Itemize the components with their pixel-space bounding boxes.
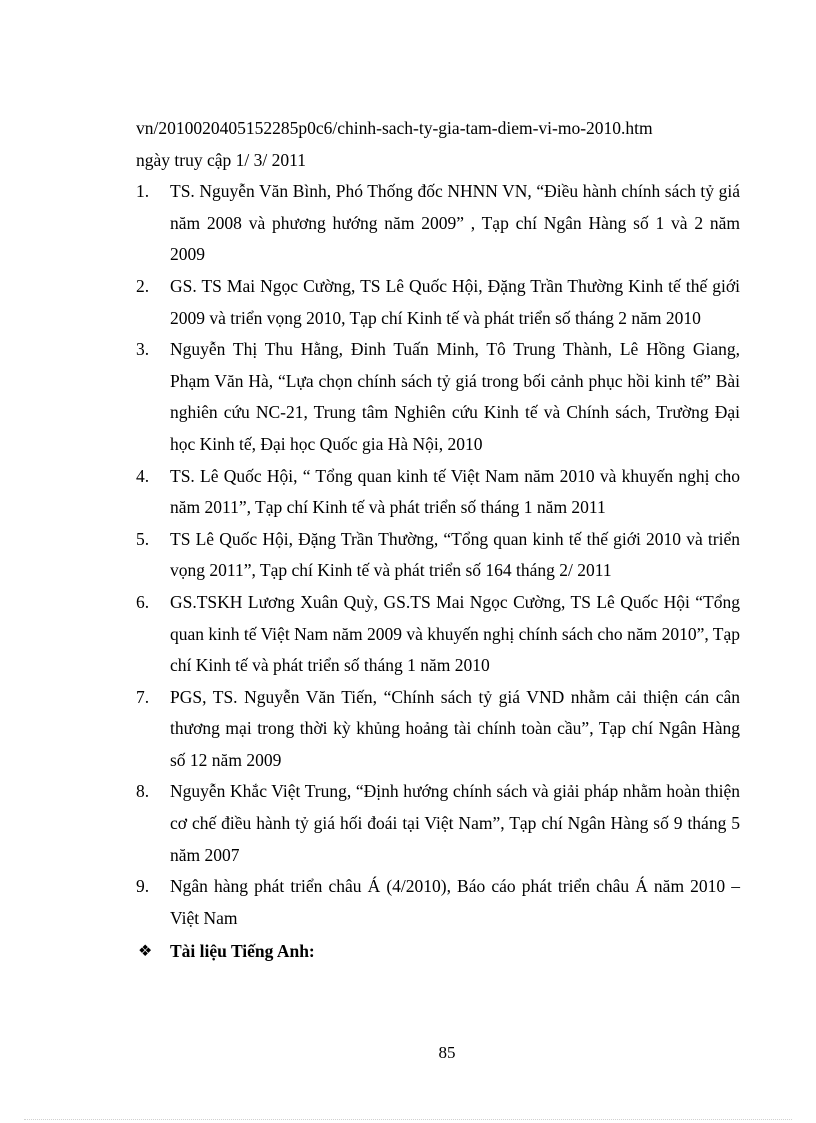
page-number: 85 bbox=[438, 1043, 456, 1062]
reference-number: 7. bbox=[136, 686, 150, 707]
access-date: ngày truy cập 1/ 3/ 2011 bbox=[136, 149, 306, 170]
reference-number: 2. bbox=[136, 275, 150, 296]
reference-text: TS Lê Quốc Hội, Đặng Trần Thường, “Tổng quan kinh tế thế giới 2010 và triển vọng 2011”, Tạp chí Kinh tế và phát triển số 164 tháng 2/ 2011 bbox=[170, 528, 740, 581]
reference-number: 3. bbox=[136, 339, 150, 360]
reference-item bbox=[136, 524, 740, 587]
page-bottom-divider bbox=[24, 1119, 792, 1120]
reference-item bbox=[136, 176, 740, 271]
reference-number: 8. bbox=[136, 781, 150, 802]
reference-number: 5. bbox=[136, 528, 150, 549]
page-content bbox=[136, 113, 740, 968]
reference-text: GS.TSKH Lương Xuân Quỳ, GS.TS Mai Ngọc Cường, TS Lê Quốc Hội “Tổng quan kinh tế Việt Nam năm 2009 và khuyến nghị chính sách cho năm 2010”, Tạp chí Kinh tế và phát triển số tháng 1 năm 2010 bbox=[170, 591, 740, 676]
section-heading-text: Tài liệu Tiếng Anh: bbox=[170, 941, 315, 962]
reference-text: GS. TS Mai Ngọc Cường, TS Lê Quốc Hội, Đặng Trần Thường Kinh tế thế giới 2009 và triển vọng 2010, Tạp chí Kinh tế và phát triển số tháng 2 năm 2010 bbox=[170, 275, 740, 328]
reference-text: Nguyễn Khắc Việt Trung, “Định hướng chính sách và giải pháp nhằm hoàn thiện cơ chế điều hành tỷ giá hối đoái tại Việt Nam”, Tạp chí Ngân Hàng số 9 tháng 5 năm 2007 bbox=[170, 781, 740, 865]
reference-text: TS. Nguyễn Văn Bình, Phó Thống đốc NHNN VN, “Điều hành chính sách tỷ giá năm 2008 và phương hướng năm 2009” , Tạp chí Ngân Hàng số 1 và 2 năm 2009 bbox=[170, 181, 740, 265]
reference-item bbox=[136, 587, 740, 682]
reference-item bbox=[136, 682, 740, 777]
reference-item bbox=[136, 271, 740, 334]
reference-number: 6. bbox=[136, 591, 150, 612]
reference-text: TS. Lê Quốc Hội, “ Tổng quan kinh tế Việt Nam năm 2010 và khuyến nghị cho năm 2011”, Tạp chí Kinh tế và phát triển số tháng 1 năm 2011 bbox=[170, 465, 740, 518]
reference-number: 4. bbox=[136, 465, 150, 486]
diamond-bullet-icon: ❖ bbox=[138, 943, 153, 961]
reference-text: PGS, TS. Nguyễn Văn Tiến, “Chính sách tỷ giá VND nhằm cải thiện cán cân thương mại trong thời kỳ khủng hoảng tài chính toàn cầu”, Tạp chí Ngân Hàng số 12 năm 2009 bbox=[170, 686, 740, 770]
reference-text: Ngân hàng phát triển châu Á (4/2010), Báo cáo phát triển châu Á năm 2010 – Việt Nam bbox=[170, 876, 740, 928]
reference-list bbox=[136, 176, 740, 934]
reference-number: 1. bbox=[136, 181, 150, 202]
url-extension: htm bbox=[625, 118, 653, 138]
reference-item bbox=[136, 871, 740, 934]
reference-item bbox=[136, 776, 740, 871]
reference-url-continuation bbox=[136, 113, 653, 145]
url-text: vn/2010020405152285p0c6/chinh-sach-ty-gia-tam-diem-vi-mo-2010. bbox=[136, 118, 626, 138]
reference-item bbox=[136, 461, 740, 524]
reference-text: Nguyễn Thị Thu Hằng, Đinh Tuấn Minh, Tô Trung Thành, Lê Hồng Giang, Phạm Văn Hà, “Lựa chọn chính sách tỷ giá trong bối cảnh phục hồi kinh tế” Bài nghiên cứu NC-21, Trung tâm Nghiên cứu Kinh tế và Chính sách, Trường Đại học Kinh tế, Đại học Quốc gia Hà Nội, 2010 bbox=[170, 339, 740, 454]
reference-item bbox=[136, 334, 740, 460]
reference-number: 9. bbox=[136, 876, 150, 897]
section-heading bbox=[136, 936, 740, 968]
